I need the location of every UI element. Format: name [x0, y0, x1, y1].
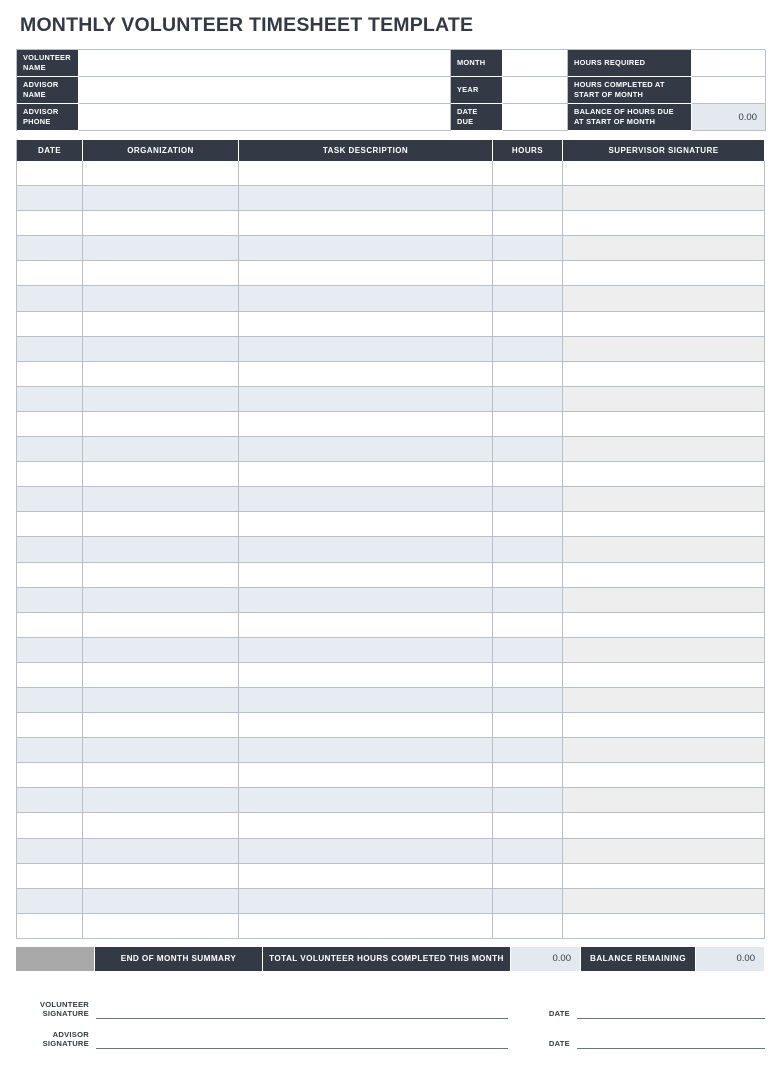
- header-row-balance-due: [568, 104, 766, 131]
- table-cell-organization[interactable]: [83, 613, 239, 638]
- summary-bar: [16, 947, 765, 971]
- table-row: [17, 437, 765, 462]
- table-row: [17, 738, 765, 763]
- table-cell-task-description[interactable]: [239, 512, 493, 537]
- header-row-hours-completed: [568, 77, 766, 104]
- summary-spacer: [16, 947, 95, 971]
- total-hours-value: 0.00: [511, 947, 581, 971]
- table-cell-supervisor-signature[interactable]: [563, 914, 765, 939]
- hours-completed-label: HOURS COMPLETED AT START OF MONTH: [568, 77, 692, 104]
- table-cell-date[interactable]: [17, 738, 83, 763]
- table-row: [17, 763, 765, 788]
- header-row-date-due: [451, 104, 568, 131]
- table-cell-supervisor-signature[interactable]: [563, 437, 765, 462]
- table-cell-date[interactable]: [17, 663, 83, 688]
- table-cell-hours[interactable]: [493, 487, 563, 512]
- table-cell-hours[interactable]: [493, 763, 563, 788]
- table-cell-organization[interactable]: [83, 537, 239, 562]
- table-cell-hours[interactable]: [493, 588, 563, 613]
- table-cell-organization[interactable]: [83, 688, 239, 713]
- volunteer-name-field[interactable]: [79, 50, 451, 77]
- table-cell-task-description[interactable]: [239, 312, 493, 337]
- table-cell-supervisor-signature[interactable]: [563, 236, 765, 261]
- volunteer-date-line[interactable]: [577, 1001, 765, 1019]
- table-cell-supervisor-signature[interactable]: [563, 663, 765, 688]
- table-cell-date[interactable]: [17, 588, 83, 613]
- table-cell-organization[interactable]: [83, 337, 239, 362]
- page-title: MONTHLY VOLUNTEER TIMESHEET TEMPLATE: [20, 14, 474, 36]
- table-cell-supervisor-signature[interactable]: [563, 186, 765, 211]
- table-row: [17, 512, 765, 537]
- hours-required-field[interactable]: [692, 50, 766, 77]
- table-cell-date[interactable]: [17, 788, 83, 813]
- table-cell-task-description[interactable]: [239, 613, 493, 638]
- table-cell-task-description[interactable]: [239, 839, 493, 864]
- table-cell-supervisor-signature[interactable]: [563, 889, 765, 914]
- table-cell-organization[interactable]: [83, 362, 239, 387]
- hours-completed-field[interactable]: [692, 77, 766, 104]
- table-row: [17, 261, 765, 286]
- column-header-task-description: TASK DESCRIPTION: [239, 140, 493, 161]
- table-cell-task-description[interactable]: [239, 261, 493, 286]
- table-row: [17, 161, 765, 186]
- table-cell-supervisor-signature[interactable]: [563, 387, 765, 412]
- table-cell-date[interactable]: [17, 537, 83, 562]
- table-cell-organization[interactable]: [83, 864, 239, 889]
- end-of-month-summary-label: END OF MONTH SUMMARY: [95, 947, 263, 971]
- table-cell-hours[interactable]: [493, 387, 563, 412]
- advisor-name-field[interactable]: [79, 77, 451, 104]
- table-cell-hours[interactable]: [493, 362, 563, 387]
- table-cell-organization[interactable]: [83, 563, 239, 588]
- table-cell-hours[interactable]: [493, 713, 563, 738]
- header-left-column: [17, 50, 451, 131]
- table-row: [17, 914, 765, 939]
- table-cell-date[interactable]: [17, 412, 83, 437]
- table-cell-date[interactable]: [17, 186, 83, 211]
- table-row: [17, 638, 765, 663]
- table-cell-organization[interactable]: [83, 738, 239, 763]
- table-cell-supervisor-signature[interactable]: [563, 638, 765, 663]
- table-row: [17, 788, 765, 813]
- table-cell-supervisor-signature[interactable]: [563, 763, 765, 788]
- table-cell-hours[interactable]: [493, 663, 563, 688]
- table-cell-supervisor-signature[interactable]: [563, 312, 765, 337]
- volunteer-signature-line[interactable]: [96, 1001, 508, 1019]
- table-cell-date[interactable]: [17, 337, 83, 362]
- volunteer-name-label: VOLUNTEER NAME: [17, 50, 79, 77]
- table-cell-supervisor-signature[interactable]: [563, 613, 765, 638]
- table-cell-hours[interactable]: [493, 412, 563, 437]
- table-cell-date[interactable]: [17, 362, 83, 387]
- table-cell-hours[interactable]: [493, 261, 563, 286]
- table-cell-date[interactable]: [17, 713, 83, 738]
- table-row: [17, 713, 765, 738]
- table-cell-date[interactable]: [17, 763, 83, 788]
- table-cell-hours[interactable]: [493, 563, 563, 588]
- table-cell-date[interactable]: [17, 613, 83, 638]
- table-cell-hours[interactable]: [493, 337, 563, 362]
- grid-body: [17, 161, 765, 939]
- table-cell-supervisor-signature[interactable]: [563, 813, 765, 838]
- table-cell-hours[interactable]: [493, 186, 563, 211]
- table-row: [17, 588, 765, 613]
- balance-remaining-value: 0.00: [696, 947, 765, 971]
- table-row: [17, 613, 765, 638]
- table-cell-supervisor-signature[interactable]: [563, 462, 765, 487]
- table-cell-organization[interactable]: [83, 286, 239, 311]
- advisor-name-label: ADVISOR NAME: [17, 77, 79, 104]
- table-cell-supervisor-signature[interactable]: [563, 537, 765, 562]
- table-cell-date[interactable]: [17, 813, 83, 838]
- table-cell-task-description[interactable]: [239, 914, 493, 939]
- year-label: YEAR: [451, 77, 503, 104]
- table-cell-supervisor-signature[interactable]: [563, 563, 765, 588]
- table-cell-hours[interactable]: [493, 813, 563, 838]
- table-cell-hours[interactable]: [493, 889, 563, 914]
- signature-row-volunteer: [16, 989, 765, 1019]
- month-field[interactable]: [503, 50, 568, 77]
- advisor-signature-label: ADVISOR SIGNATURE: [42, 1029, 89, 1049]
- table-cell-organization[interactable]: [83, 638, 239, 663]
- table-cell-date[interactable]: [17, 688, 83, 713]
- table-row: [17, 337, 765, 362]
- table-row: [17, 487, 765, 512]
- table-cell-hours[interactable]: [493, 613, 563, 638]
- table-cell-date[interactable]: [17, 437, 83, 462]
- table-cell-date[interactable]: [17, 462, 83, 487]
- table-cell-date[interactable]: [17, 161, 83, 186]
- table-cell-supervisor-signature[interactable]: [563, 512, 765, 537]
- table-cell-task-description[interactable]: [239, 788, 493, 813]
- table-cell-task-description[interactable]: [239, 713, 493, 738]
- table-cell-supervisor-signature[interactable]: [563, 161, 765, 186]
- table-cell-organization[interactable]: [83, 713, 239, 738]
- table-cell-task-description[interactable]: [239, 663, 493, 688]
- table-cell-organization[interactable]: [83, 914, 239, 939]
- table-row: [17, 236, 765, 261]
- table-cell-hours[interactable]: [493, 738, 563, 763]
- table-cell-task-description[interactable]: [239, 462, 493, 487]
- table-cell-organization[interactable]: [83, 588, 239, 613]
- advisor-date-line[interactable]: [577, 1031, 765, 1049]
- table-cell-task-description[interactable]: [239, 412, 493, 437]
- table-cell-organization[interactable]: [83, 663, 239, 688]
- table-cell-date[interactable]: [17, 864, 83, 889]
- table-cell-supervisor-signature[interactable]: [563, 487, 765, 512]
- table-cell-hours[interactable]: [493, 864, 563, 889]
- table-cell-task-description[interactable]: [239, 487, 493, 512]
- header-right-column: [568, 50, 766, 131]
- table-cell-organization[interactable]: [83, 462, 239, 487]
- advisor-phone-field[interactable]: [79, 104, 451, 131]
- table-cell-date[interactable]: [17, 261, 83, 286]
- table-cell-hours[interactable]: [493, 688, 563, 713]
- table-cell-hours[interactable]: [493, 638, 563, 663]
- table-row: [17, 211, 765, 236]
- advisor-signature-line[interactable]: [96, 1031, 508, 1049]
- table-cell-supervisor-signature[interactable]: [563, 788, 765, 813]
- signature-row-advisor: [16, 1019, 765, 1049]
- table-cell-organization[interactable]: [83, 512, 239, 537]
- table-row: [17, 186, 765, 211]
- table-cell-task-description[interactable]: [239, 211, 493, 236]
- header-row-hours-required: [568, 50, 766, 77]
- column-header-hours: HOURS: [493, 140, 563, 161]
- table-cell-hours[interactable]: [493, 537, 563, 562]
- volunteer-date-label: DATE: [548, 1009, 570, 1019]
- table-cell-hours[interactable]: [493, 512, 563, 537]
- table-cell-task-description[interactable]: [239, 563, 493, 588]
- table-cell-hours[interactable]: [493, 161, 563, 186]
- table-cell-task-description[interactable]: [239, 387, 493, 412]
- table-cell-supervisor-signature[interactable]: [563, 738, 765, 763]
- table-cell-organization[interactable]: [83, 236, 239, 261]
- table-cell-organization[interactable]: [83, 387, 239, 412]
- table-cell-organization[interactable]: [83, 211, 239, 236]
- table-cell-task-description[interactable]: [239, 688, 493, 713]
- advisor-date-label: DATE: [548, 1039, 570, 1049]
- table-row: [17, 688, 765, 713]
- table-cell-hours[interactable]: [493, 437, 563, 462]
- table-cell-hours[interactable]: [493, 236, 563, 261]
- header-info-block: [16, 49, 765, 131]
- table-cell-hours[interactable]: [493, 788, 563, 813]
- table-cell-date[interactable]: [17, 839, 83, 864]
- table-cell-task-description[interactable]: [239, 588, 493, 613]
- table-cell-supervisor-signature[interactable]: [563, 261, 765, 286]
- table-cell-supervisor-signature[interactable]: [563, 864, 765, 889]
- table-cell-supervisor-signature[interactable]: [563, 713, 765, 738]
- table-cell-date[interactable]: [17, 563, 83, 588]
- table-cell-date[interactable]: [17, 512, 83, 537]
- table-cell-date[interactable]: [17, 312, 83, 337]
- table-row: [17, 663, 765, 688]
- table-row: [17, 312, 765, 337]
- table-cell-organization[interactable]: [83, 261, 239, 286]
- table-cell-supervisor-signature[interactable]: [563, 839, 765, 864]
- table-cell-supervisor-signature[interactable]: [563, 688, 765, 713]
- table-cell-task-description[interactable]: [239, 889, 493, 914]
- table-cell-date[interactable]: [17, 487, 83, 512]
- signature-section: [16, 989, 765, 1049]
- table-cell-organization[interactable]: [83, 788, 239, 813]
- table-cell-task-description[interactable]: [239, 186, 493, 211]
- table-cell-supervisor-signature[interactable]: [563, 211, 765, 236]
- table-cell-hours[interactable]: [493, 462, 563, 487]
- table-cell-task-description[interactable]: [239, 638, 493, 663]
- table-row: [17, 387, 765, 412]
- column-header-organization: ORGANIZATION: [83, 140, 239, 161]
- date-due-label: DATE DUE: [451, 104, 503, 131]
- table-cell-task-description[interactable]: [239, 763, 493, 788]
- table-cell-task-description[interactable]: [239, 738, 493, 763]
- table-cell-organization[interactable]: [83, 889, 239, 914]
- header-row-advisor-phone: [17, 104, 451, 131]
- table-cell-supervisor-signature[interactable]: [563, 286, 765, 311]
- header-middle-column: [451, 50, 568, 131]
- table-row: [17, 286, 765, 311]
- balance-due-label: BALANCE OF HOURS DUE AT START OF MONTH: [568, 104, 692, 131]
- table-cell-organization[interactable]: [83, 437, 239, 462]
- table-cell-date[interactable]: [17, 889, 83, 914]
- total-hours-label: TOTAL VOLUNTEER HOURS COMPLETED THIS MONTH: [263, 947, 511, 971]
- table-cell-task-description[interactable]: [239, 437, 493, 462]
- balance-due-value: 0.00: [692, 104, 766, 131]
- table-row: [17, 864, 765, 889]
- table-cell-task-description[interactable]: [239, 337, 493, 362]
- balance-remaining-label: BALANCE REMAINING: [581, 947, 696, 971]
- table-cell-hours[interactable]: [493, 211, 563, 236]
- month-label: MONTH: [451, 50, 503, 77]
- table-row: [17, 362, 765, 387]
- table-cell-task-description[interactable]: [239, 537, 493, 562]
- table-cell-date[interactable]: [17, 387, 83, 412]
- grid-header-row: [17, 140, 765, 161]
- table-cell-task-description[interactable]: [239, 864, 493, 889]
- year-field[interactable]: [503, 77, 568, 104]
- table-cell-organization[interactable]: [83, 763, 239, 788]
- table-cell-date[interactable]: [17, 211, 83, 236]
- table-cell-organization[interactable]: [83, 813, 239, 838]
- table-cell-date[interactable]: [17, 914, 83, 939]
- table-cell-date[interactable]: [17, 286, 83, 311]
- date-due-field[interactable]: [503, 104, 568, 131]
- table-cell-date[interactable]: [17, 638, 83, 663]
- table-row: [17, 813, 765, 838]
- table-row: [17, 462, 765, 487]
- header-row-month: [451, 50, 568, 77]
- table-cell-organization[interactable]: [83, 186, 239, 211]
- table-cell-organization[interactable]: [83, 839, 239, 864]
- table-cell-hours[interactable]: [493, 286, 563, 311]
- table-cell-organization[interactable]: [83, 312, 239, 337]
- table-cell-supervisor-signature[interactable]: [563, 412, 765, 437]
- table-cell-organization[interactable]: [83, 412, 239, 437]
- table-cell-supervisor-signature[interactable]: [563, 588, 765, 613]
- column-header-date: DATE: [17, 140, 83, 161]
- table-cell-task-description[interactable]: [239, 813, 493, 838]
- table-cell-organization[interactable]: [83, 487, 239, 512]
- table-row: [17, 412, 765, 437]
- column-header-supervisor-signature: SUPERVISOR SIGNATURE: [563, 140, 765, 161]
- table-cell-hours[interactable]: [493, 914, 563, 939]
- header-row-volunteer-name: [17, 50, 451, 77]
- header-row-year: [451, 77, 568, 104]
- header-row-advisor-name: [17, 77, 451, 104]
- table-cell-task-description[interactable]: [239, 161, 493, 186]
- table-cell-task-description[interactable]: [239, 236, 493, 261]
- table-row: [17, 839, 765, 864]
- hours-required-label: HOURS REQUIRED: [568, 50, 692, 77]
- table-row: [17, 889, 765, 914]
- timesheet-grid: [16, 140, 765, 939]
- table-cell-supervisor-signature[interactable]: [563, 362, 765, 387]
- table-cell-supervisor-signature[interactable]: [563, 337, 765, 362]
- table-cell-task-description[interactable]: [239, 286, 493, 311]
- advisor-phone-label: ADVISOR PHONE: [17, 104, 79, 131]
- table-row: [17, 563, 765, 588]
- volunteer-signature-label: VOLUNTEER SIGNATURE: [39, 999, 89, 1019]
- table-cell-task-description[interactable]: [239, 362, 493, 387]
- table-cell-hours[interactable]: [493, 839, 563, 864]
- table-cell-hours[interactable]: [493, 312, 563, 337]
- table-row: [17, 537, 765, 562]
- table-cell-date[interactable]: [17, 236, 83, 261]
- table-cell-organization[interactable]: [83, 161, 239, 186]
